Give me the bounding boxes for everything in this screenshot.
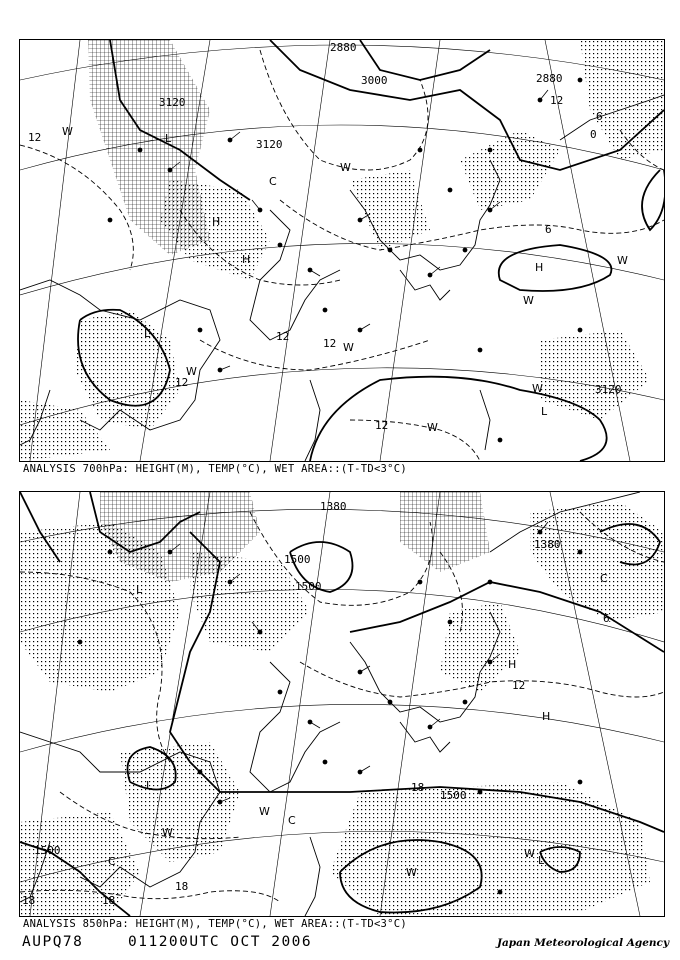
- low-symbol: L: [144, 327, 151, 340]
- high-symbol: H: [535, 261, 544, 274]
- chart-code: AUPQ78: [22, 934, 84, 950]
- map-panel-700hpa: [19, 39, 665, 462]
- map-panel-850hpa: [19, 491, 665, 917]
- high-symbol: H: [542, 710, 551, 723]
- cold-symbol: C: [269, 175, 277, 188]
- warm-symbol: W: [617, 254, 628, 267]
- isotherm-label: 18: [102, 894, 116, 907]
- wet-area-shading: [20, 40, 664, 461]
- low-symbol: L: [538, 854, 545, 867]
- contour-label: 1380: [534, 538, 561, 551]
- contour-label: 1500: [284, 553, 311, 566]
- low-symbol: L: [541, 405, 548, 418]
- caption-700hpa: ANALYSIS 700hPa: HEIGHT(M), TEMP(°C), WET AREA::(T-TD<3°C): [23, 463, 408, 475]
- contour-label: 2880: [330, 41, 357, 54]
- low-symbol: L: [165, 132, 172, 145]
- warm-symbol: W: [427, 421, 438, 434]
- isotherm-label: 12: [28, 131, 42, 144]
- contour-label: 1500: [295, 580, 322, 593]
- cold-symbol: C: [288, 814, 296, 827]
- warm-symbol: W: [259, 805, 270, 818]
- isotherm-label: 12: [175, 376, 189, 389]
- low-symbol: L: [146, 779, 153, 792]
- isotherm-label: 12: [512, 679, 526, 692]
- high-symbol: H: [242, 253, 251, 266]
- isotherm-label: 18: [411, 781, 425, 794]
- isotherm-label: 12: [276, 330, 290, 343]
- contour-label: 1380: [320, 500, 347, 513]
- high-symbol: H: [212, 215, 221, 228]
- contour-label: 3000: [361, 74, 388, 87]
- isotherm-label: 0: [590, 128, 597, 141]
- isotherm-label: 12: [323, 337, 337, 350]
- isotherm-label: 6: [603, 612, 610, 625]
- high-symbol: H: [508, 658, 517, 671]
- contour-label: 3120: [159, 96, 186, 109]
- warm-symbol: W: [523, 294, 534, 307]
- warm-symbol: W: [343, 341, 354, 354]
- contour-label: 1500: [440, 789, 467, 802]
- warm-symbol: W: [524, 847, 535, 860]
- warm-symbol: W: [532, 382, 543, 395]
- warm-symbol: W: [62, 125, 73, 138]
- caption-850hpa: ANALYSIS 850hPa: HEIGHT(M), TEMP(°C), WET AREA::(T-TD<3°C): [23, 918, 408, 930]
- contour-label: 3120: [595, 383, 622, 396]
- agency-credit: Japan Meteorological Agency: [497, 937, 670, 949]
- cold-symbol: C: [600, 572, 608, 585]
- low-symbol: L: [136, 583, 143, 596]
- contour-label: 3120: [256, 138, 283, 151]
- map-850hpa: [20, 492, 664, 916]
- wet-area-shading: [20, 492, 664, 916]
- isotherm-label: 12: [550, 94, 564, 107]
- cold-symbol: C: [108, 855, 116, 868]
- isotherm-label: 12: [375, 419, 389, 432]
- contour-label: 2880: [536, 72, 563, 85]
- contour-label: 1500: [34, 844, 61, 857]
- warm-symbol: W: [186, 365, 197, 378]
- map-700hpa: [20, 40, 664, 461]
- warm-symbol: W: [340, 161, 351, 174]
- valid-time: 011200UTC OCT 2006: [128, 934, 313, 950]
- warm-symbol: W: [162, 826, 173, 839]
- warm-symbol: W: [406, 866, 417, 879]
- isotherm-label: 6: [596, 110, 603, 123]
- isotherm-label: 18: [22, 894, 36, 907]
- isotherm-label: 6: [545, 223, 552, 236]
- isotherm-label: 18: [175, 880, 189, 893]
